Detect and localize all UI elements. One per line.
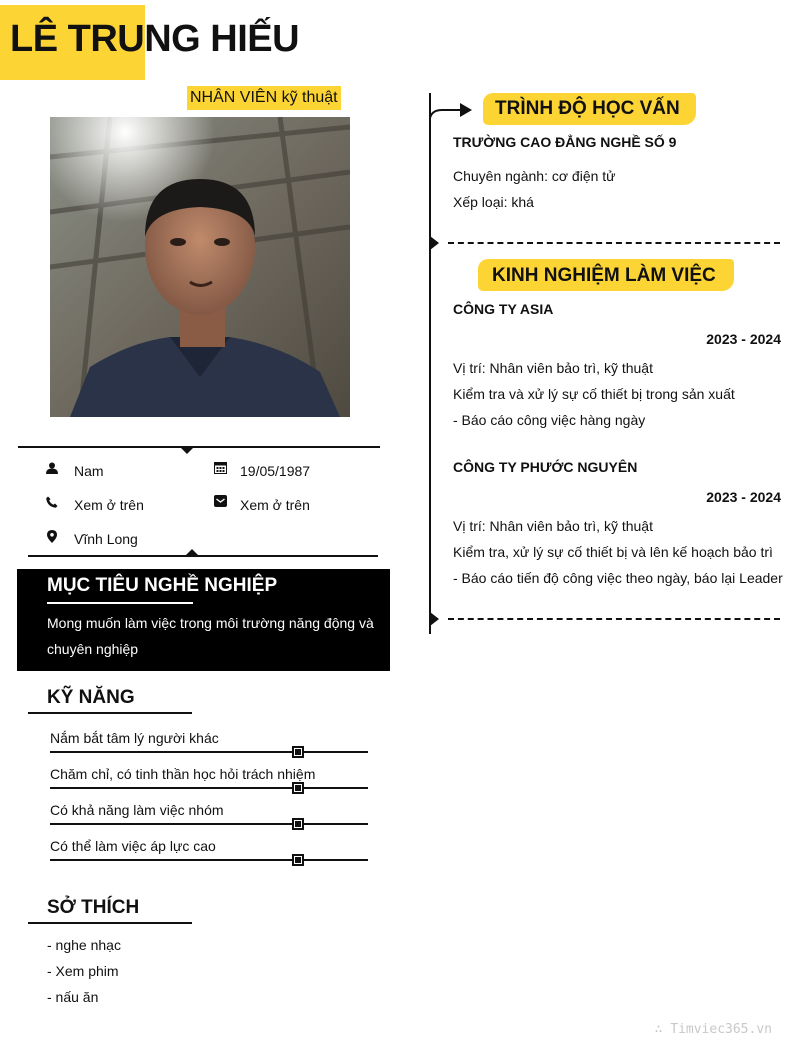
info-divider-top xyxy=(18,446,380,448)
timeline-marker xyxy=(430,612,439,626)
title-underline xyxy=(28,712,192,714)
divider-pointer-up xyxy=(184,549,200,557)
school-name: TRƯỜNG CAO ĐẲNG NGHỀ SỐ 9 xyxy=(453,134,677,150)
timeline-line xyxy=(429,93,431,634)
hobby-item: - nghe nhạc xyxy=(47,937,121,953)
email-icon xyxy=(212,495,228,511)
hobbies-title: SỞ THÍCH xyxy=(47,897,140,918)
skills-title: KỸ NĂNG xyxy=(47,687,135,708)
job-detail: Kiểm tra và xử lý sự cố thiết bị trong sản xuất xyxy=(453,386,735,402)
skill-level-marker xyxy=(292,854,304,866)
title-underline xyxy=(47,602,193,604)
phone-value: Xem ở trên xyxy=(74,497,144,513)
address-value: Vĩnh Long xyxy=(74,531,138,547)
phone-icon xyxy=(44,496,60,512)
gender-value: Nam xyxy=(74,463,104,479)
skill-name: Nắm bắt tâm lý người khác xyxy=(50,730,219,746)
watermark: ∴ Timviec365.vn xyxy=(654,1022,772,1037)
location-icon xyxy=(44,530,60,547)
skill-name: Có khả năng làm việc nhóm xyxy=(50,802,224,818)
skill-name: Chăm chỉ, có tinh thần học hỏi trách nhiệm xyxy=(50,766,316,782)
job-title: NHÂN VIÊN kỹ thuật xyxy=(187,86,341,110)
skill-bar xyxy=(50,823,368,825)
skill-name: Có thể làm việc áp lực cao xyxy=(50,838,216,854)
birthdate-value: 19/05/1987 xyxy=(240,463,311,479)
education-title: TRÌNH ĐỘ HỌC VẤN xyxy=(495,98,680,119)
skill-bar xyxy=(50,859,368,861)
section-divider xyxy=(448,242,780,244)
profile-photo xyxy=(50,117,350,417)
job-detail: - Báo cáo tiến độ công việc theo ngày, báo lại Leader xyxy=(453,570,783,586)
company-name: CÔNG TY PHƯỚC NGUYÊN xyxy=(453,459,638,475)
experience-title: KINH NGHIỆM LÀM VIỆC xyxy=(492,265,716,286)
divider-pointer-down xyxy=(179,446,195,454)
title-underline xyxy=(28,922,192,924)
job-detail: Kiểm tra, xử lý sự cố thiết bị và lên kế hoạch bảo trì xyxy=(453,544,773,560)
skill-level-marker xyxy=(292,782,304,794)
skill-bar xyxy=(50,751,368,753)
career-objective-title: MỤC TIÊU NGHỀ NGHIỆP xyxy=(47,575,278,596)
job-detail: - Báo cáo công việc hàng ngày xyxy=(453,412,646,428)
job-period: 2023 - 2024 xyxy=(706,489,781,505)
hobby-item: - Xem phim xyxy=(47,963,119,979)
education-grade: Xếp loại: khá xyxy=(453,194,534,210)
info-divider-bottom xyxy=(28,555,378,557)
user-icon xyxy=(44,462,60,478)
skill-level-marker xyxy=(292,746,304,758)
candidate-name: LÊ TRUNG HIẾU xyxy=(10,18,300,60)
skill-bar xyxy=(50,787,368,789)
job-detail: Vị trí: Nhân viên bảo trì, kỹ thuật xyxy=(453,360,653,376)
education-major: Chuyên ngành: cơ điện tử xyxy=(453,168,616,184)
arrow-right-icon xyxy=(430,100,474,125)
section-divider xyxy=(448,618,780,620)
hobby-item: - nấu ăn xyxy=(47,989,99,1005)
company-name: CÔNG TY ASIA xyxy=(453,301,554,317)
email-value: Xem ở trên xyxy=(240,497,310,513)
career-objective-text: Mong muốn làm việc trong môi trường năng động và chuyên nghiệp xyxy=(47,615,374,657)
career-objective-section xyxy=(17,569,390,671)
calendar-icon xyxy=(212,461,228,478)
job-period: 2023 - 2024 xyxy=(706,331,781,347)
skill-level-marker xyxy=(292,818,304,830)
timeline-marker xyxy=(430,236,439,250)
job-detail: Vị trí: Nhân viên bảo trì, kỹ thuật xyxy=(453,518,653,534)
